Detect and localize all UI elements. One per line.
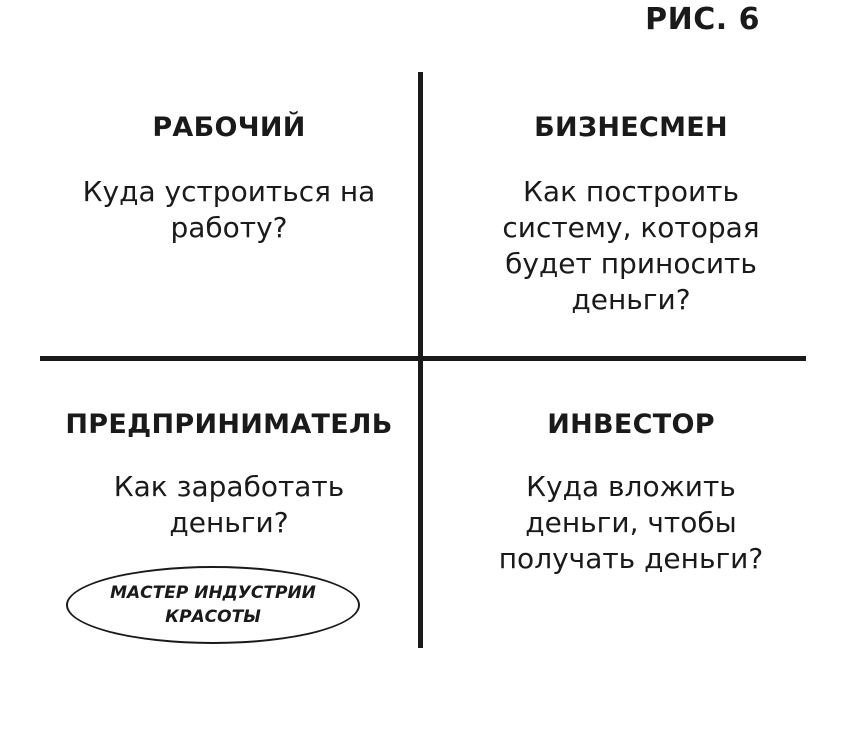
quadrant-title: ПРЕДПРИНИМАТЕЛЬ <box>65 409 393 440</box>
quadrant-title: ИНВЕСТОР <box>547 409 715 440</box>
quadrant-question: Как построить систему, которая будет приносить деньги? <box>502 175 760 316</box>
callout-oval <box>66 566 360 644</box>
quadrant-question: Куда устроиться на работу? <box>82 175 376 244</box>
quadrant-investor <box>423 405 839 577</box>
callout-text: МАСТЕР ИНДУСТРИИ КРАСОТЫ <box>110 583 316 627</box>
quadrant-question: Куда вложить деньги, чтобы получать деньги? <box>498 470 764 575</box>
quadrant-title: БИЗНЕСМЕН <box>534 112 728 143</box>
horizontal-divider <box>40 356 806 361</box>
figure-label: РИС. 6 <box>645 2 760 37</box>
quadrant-question: Как заработать деньги? <box>113 470 345 539</box>
quadrant-entrepreneur <box>40 405 418 541</box>
quadrant-businessman <box>423 108 839 318</box>
quadrant-worker <box>40 108 418 246</box>
quadrant-title: РАБОЧИЙ <box>152 112 306 143</box>
